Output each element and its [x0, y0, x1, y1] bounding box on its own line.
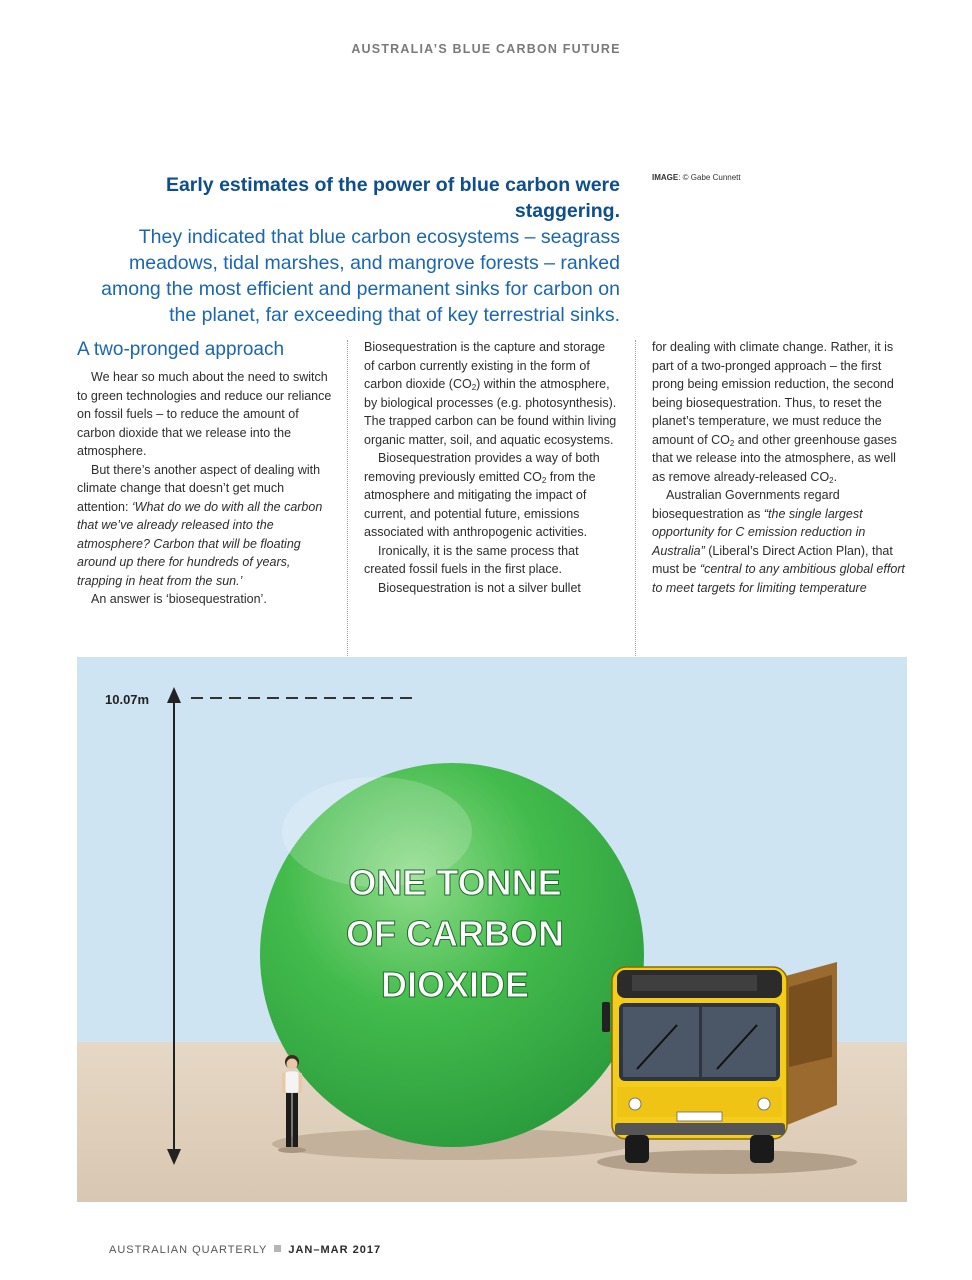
subscript: 2 [471, 383, 477, 392]
subscript: 2 [729, 438, 735, 448]
quote-text: ‘What do we do with all the carbon that we’ve already released into the atmosphere? Carbon that will be floating around up there for hundreds of years, trapping in heat from the sun.’ [77, 499, 323, 588]
paragraph-text: and other greenhouse gases that we release into the atmosphere, as well as remove already-released CO [652, 432, 897, 484]
sphere-label-line-2: OF CARBON [346, 913, 564, 954]
quote-text: “central to any ambitious global effort to meet targets for limiting temperature [652, 562, 905, 595]
column-1 [77, 338, 335, 609]
column-3 [652, 338, 908, 597]
paragraph-text: Biosequestration is the capture and storage of carbon currently existing in the form of carbon dioxide (CO [364, 340, 606, 391]
page-footer [109, 1244, 381, 1256]
pull-quote [80, 172, 620, 328]
paragraph-text: ) within the atmosphere, by biological processes (e.g. photosynthesis). The trapped carbon can be found within living organic matter, soil, and aquatic ecosystems. [364, 377, 617, 447]
paragraph: An answer is ‘biosequestration’. [91, 592, 267, 606]
paragraph-text: from the atmosphere and mitigating the impact of current, and potential future, emissions associated with anthropogenic activities. [364, 469, 596, 539]
paragraph [652, 338, 908, 486]
pull-quote-body: They indicated that blue carbon ecosystems – seagrass meadows, tidal marshes, and mangrove forests – ranked among the most efficient and permanent sinks for carbon on the planet, far exceeding that of key terrestrial sinks. [101, 226, 620, 326]
footer-issue: JAN–MAR 2017 [288, 1244, 382, 1256]
paragraph [364, 338, 619, 449]
section-heading: A two-pronged approach [77, 339, 285, 360]
paragraph-text: Australian Governments regard biosequestration as [652, 488, 840, 521]
image-credit-label: IMAGE [652, 173, 679, 182]
paragraph-text: . [833, 469, 838, 484]
paragraph-text: Biosequestration provides a way of both removing previously emitted CO [364, 451, 600, 484]
paragraph-text: (Liberal’s Direct Action Plan), that must be [652, 543, 893, 576]
subscript: 2 [829, 475, 834, 485]
pull-quote-lead: Early estimates of the power of blue carbon were staggering. [165, 174, 620, 222]
running-head: AUSTRALIA’S BLUE CARBON FUTURE [351, 42, 621, 56]
column-2 [364, 338, 619, 597]
quote-text: “the single largest opportunity for C emission reduction in Australia” [652, 506, 866, 558]
paragraph: Biosequestration is not a silver bullet [378, 580, 581, 595]
co2-illustration [77, 657, 907, 1202]
sphere-label-line-1: ONE TONNE [348, 862, 562, 903]
paragraph [364, 449, 619, 542]
footer-publication: AUSTRALIAN QUARTERLY [109, 1244, 268, 1256]
paragraph: We hear so much about the need to switch to green technologies and reduce our reliance on fossil fuels – to reduce the amount of carbon dioxide that we release into the atmosphere. [77, 370, 332, 458]
paragraph: Ironically, it is the same process that created fossil fuels in the first place. [364, 543, 579, 576]
column-divider [635, 340, 636, 656]
paragraph [652, 486, 908, 597]
subscript: 2 [541, 475, 547, 485]
illustration-svg [77, 657, 907, 1202]
height-label: 10.07m [105, 692, 150, 707]
image-credit-text: : © Gabe Cunnett [678, 173, 741, 182]
image-credit [652, 173, 741, 182]
column-divider [347, 340, 348, 656]
sphere-label-line-3: DIOXIDE [380, 964, 530, 1005]
paragraph-text: for dealing with climate change. Rather, it is part of a two-pronged approach – the first prong being emission reduction, the second being biosequestration. Thus, to reset the planet’s temperature, we must reduce the amount of CO [652, 340, 894, 447]
footer-square-icon [274, 1245, 281, 1252]
paragraph-text: But there’s another aspect of dealing with climate change that doesn’t get much attention: [77, 462, 321, 514]
paragraph [77, 461, 335, 591]
